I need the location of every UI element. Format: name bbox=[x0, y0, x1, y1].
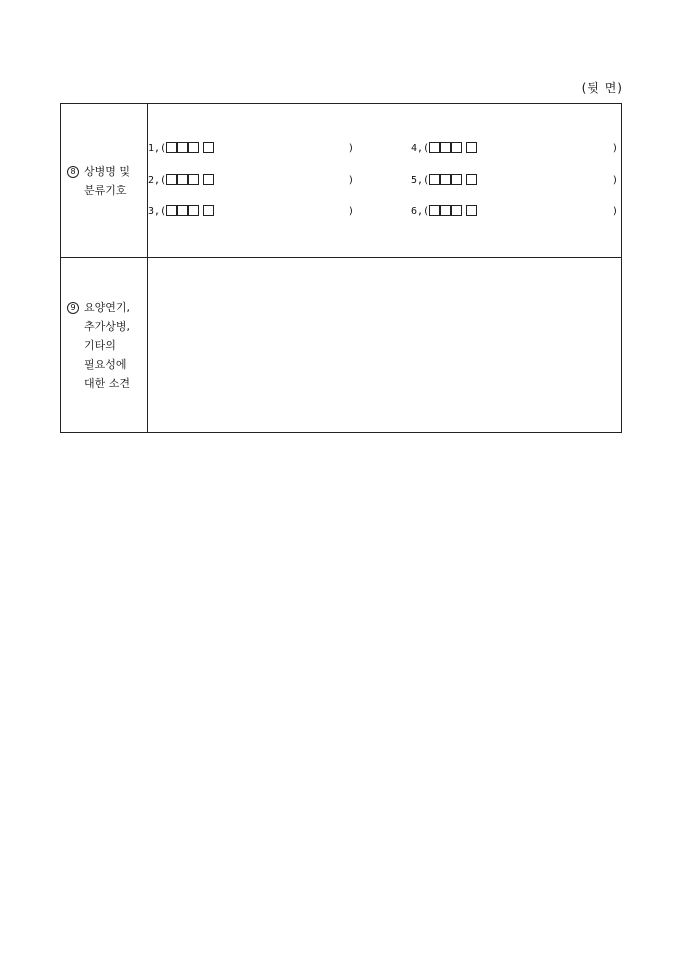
close-paren: ) bbox=[612, 143, 619, 154]
opinion-label-line-2: 추가상병, bbox=[84, 319, 131, 333]
page-side-label: (뒷 면) bbox=[581, 81, 623, 95]
code-box bbox=[188, 205, 199, 216]
code-box bbox=[466, 142, 477, 153]
diagnosis-row bbox=[61, 104, 622, 258]
code-box bbox=[429, 174, 440, 185]
code-box bbox=[451, 205, 462, 216]
diagnosis-entry-3[interactable] bbox=[148, 205, 353, 219]
diagnosis-entries-cell[interactable] bbox=[148, 104, 622, 258]
code-box bbox=[440, 205, 451, 216]
diagnosis-entry-5[interactable] bbox=[411, 174, 619, 188]
code-box bbox=[177, 174, 188, 185]
code-box bbox=[166, 205, 177, 216]
entry-number: 4,( bbox=[411, 143, 430, 154]
code-box bbox=[466, 205, 477, 216]
diagnosis-entry-2[interactable] bbox=[148, 174, 353, 188]
code-box bbox=[451, 174, 462, 185]
code-box bbox=[429, 142, 440, 153]
close-paren: ) bbox=[348, 206, 355, 217]
opinion-label-line-4: 필요성에 bbox=[84, 357, 127, 371]
code-box bbox=[203, 205, 214, 216]
diagnosis-label-cell bbox=[61, 104, 148, 258]
entry-number: 6,( bbox=[411, 206, 430, 217]
code-box bbox=[451, 142, 462, 153]
entry-number: 5,( bbox=[411, 175, 430, 186]
entry-number: 3,( bbox=[148, 206, 167, 217]
close-paren: ) bbox=[348, 143, 355, 154]
code-box bbox=[440, 174, 451, 185]
code-box bbox=[440, 142, 451, 153]
diagnosis-entry-4[interactable] bbox=[411, 142, 619, 156]
entry-number: 2,( bbox=[148, 175, 167, 186]
opinion-label-cell bbox=[61, 258, 148, 433]
code-box bbox=[166, 142, 177, 153]
opinion-label-line-1: 요양연기, bbox=[84, 300, 131, 314]
close-paren: ) bbox=[612, 175, 619, 186]
code-box bbox=[177, 205, 188, 216]
section-number-9: 9 bbox=[67, 302, 79, 314]
code-box bbox=[188, 142, 199, 153]
close-paren: ) bbox=[348, 175, 355, 186]
diagnosis-entry-1[interactable] bbox=[148, 142, 353, 156]
entry-number: 1,( bbox=[148, 143, 167, 154]
diagnosis-entry-6[interactable] bbox=[411, 205, 619, 219]
code-box bbox=[166, 174, 177, 185]
opinion-content-cell[interactable] bbox=[148, 258, 622, 433]
code-box bbox=[203, 142, 214, 153]
medical-opinion-form bbox=[60, 103, 622, 433]
diagnosis-label-line-2: 분류기호 bbox=[84, 183, 127, 197]
diagnosis-label-line-1: 상병명 및 bbox=[84, 164, 131, 178]
code-box bbox=[466, 174, 477, 185]
code-box bbox=[188, 174, 199, 185]
opinion-label-line-5: 대한 소견 bbox=[84, 376, 131, 390]
opinion-row bbox=[61, 258, 622, 433]
opinion-label-line-3: 기타의 bbox=[84, 338, 116, 352]
code-box bbox=[203, 174, 214, 185]
code-box bbox=[177, 142, 188, 153]
section-number-8: 8 bbox=[67, 166, 79, 178]
code-box bbox=[429, 205, 440, 216]
close-paren: ) bbox=[612, 206, 619, 217]
